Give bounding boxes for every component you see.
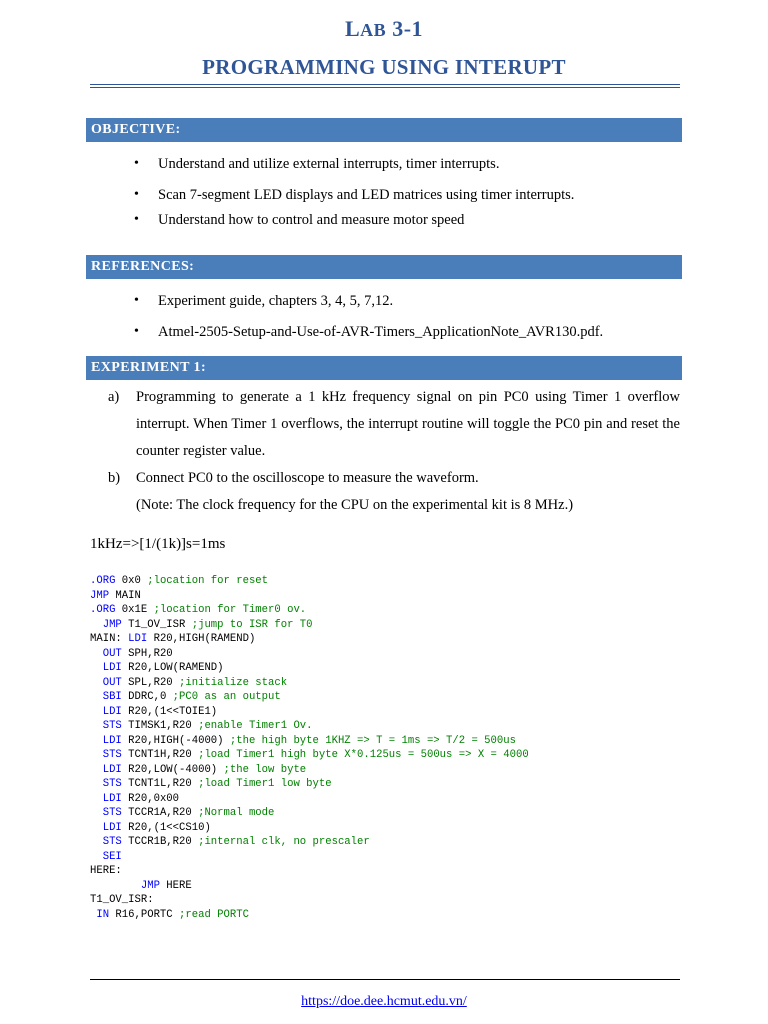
experiment1-list <box>108 384 680 519</box>
code-label <box>90 836 103 848</box>
references-list <box>134 293 603 341</box>
code-line <box>90 864 529 879</box>
code-line <box>90 574 529 589</box>
code-label <box>90 735 103 747</box>
frequency-calculation: 1kHz=>[1/(1k)]s=1ms <box>90 536 226 552</box>
experiment1-item <box>108 384 680 465</box>
experiment1-item-marker: b) <box>108 470 121 486</box>
lab-title-smallcaps: AB <box>360 20 387 40</box>
code-line <box>90 705 529 720</box>
code-line <box>90 763 529 778</box>
code-line <box>90 647 529 662</box>
code-keyword: LDI <box>102 821 122 834</box>
code-line <box>90 806 529 821</box>
objective-item: • Understand and utilize external interrupts, timer interrupts. <box>134 156 574 173</box>
code-keyword: LDI <box>102 662 122 674</box>
references-item: • Atmel-2505-Setup-and-Use-of-AVR-Timers_ApplicationNote_AVR130.pdf. <box>134 324 603 341</box>
lab-title-initial: L <box>344 16 361 41</box>
code-label <box>90 662 103 674</box>
code-label <box>90 778 103 790</box>
code-comment: ;internal clk, no prescaler <box>198 836 370 848</box>
code-operands: 0x0 <box>115 575 148 587</box>
code-keyword: IN <box>96 908 110 921</box>
experiment1-note: (Note: The clock frequency for the CPU on the experimental kit is 8 MHz.) <box>136 497 574 513</box>
lab-title-number: 3-1 <box>386 16 424 41</box>
code-keyword: JMP <box>140 879 160 892</box>
objective-heading: OBJECTIVE: <box>86 118 682 142</box>
code-keyword: .ORG <box>90 604 116 616</box>
code-comment: ;location for reset <box>147 575 269 587</box>
code-keyword: STS <box>102 836 122 848</box>
code-line <box>90 676 529 691</box>
experiment1-item <box>108 465 680 492</box>
code-operands: R20,HIGH(-4000) <box>121 734 230 747</box>
code-keyword: STS <box>102 749 122 761</box>
code-comment: ;the high byte 1KHZ => T = 1ms => T/2 = 500us <box>229 734 516 747</box>
code-line <box>90 734 529 749</box>
code-label <box>90 851 103 863</box>
code-line <box>90 777 529 792</box>
code-comment: ;read PORTC <box>179 908 249 921</box>
code-line <box>90 835 529 850</box>
code-label <box>90 720 103 732</box>
code-operands: T1_OV_ISR <box>121 618 192 631</box>
code-comment: ;PC0 as an output <box>172 691 281 703</box>
code-operands: DDRC,0 <box>121 691 173 703</box>
experiment1-item-text: Programming to generate a 1 kHz frequency signal on pin PC0 using Timer 1 overflow interrupt. When Timer 1 overflows, the interrupt routine will toggle the PC0 pin and reset the counter register value. <box>136 389 680 459</box>
code-line <box>90 748 529 763</box>
code-keyword: SEI <box>102 850 122 863</box>
code-operands: SPL,R20 <box>121 676 180 689</box>
code-keyword: JMP <box>102 618 122 631</box>
code-operands: R16,PORTC <box>109 908 180 921</box>
code-keyword: JMP <box>90 589 110 602</box>
code-operands: R20,LOW(-4000) <box>121 763 224 776</box>
code-operands: TIMSK1,R20 <box>121 720 199 732</box>
code-comment: ;initialize stack <box>179 676 288 689</box>
code-operands: TCNT1H,R20 <box>121 749 199 761</box>
code-line <box>90 908 529 923</box>
code-label <box>90 764 103 776</box>
references-heading: REFERENCES: <box>86 255 682 279</box>
code-line <box>90 893 529 908</box>
code-label: MAIN: <box>90 633 129 645</box>
lab-title <box>0 16 768 42</box>
title-underline-second <box>90 87 680 88</box>
code-operands: TCCR1B,R20 <box>121 836 199 848</box>
code-label <box>90 749 103 761</box>
code-label: T1_OV_ISR: <box>90 894 154 906</box>
code-line <box>90 719 529 734</box>
code-operands: 0x1E <box>115 604 154 616</box>
code-operands: MAIN <box>109 589 141 602</box>
experiment1-heading: EXPERIMENT 1: <box>86 356 682 380</box>
assembly-code-block <box>90 574 529 922</box>
code-label <box>90 706 103 718</box>
code-label <box>90 822 103 834</box>
code-keyword: .ORG <box>90 575 116 587</box>
code-operands: R20,(1<<CS10) <box>121 821 211 834</box>
code-line <box>90 792 529 807</box>
code-comment: ;load Timer1 high byte X*0.125us = 500us => X = 4000 <box>198 749 529 761</box>
code-label <box>90 677 103 689</box>
code-label <box>90 648 103 660</box>
code-comment: ;location for Timer0 ov. <box>153 604 307 616</box>
code-line <box>90 661 529 676</box>
code-comment: ;jump to ISR for T0 <box>191 618 313 631</box>
code-line <box>90 879 529 894</box>
code-keyword: LDI <box>102 792 122 805</box>
code-keyword: LDI <box>102 763 122 776</box>
code-keyword: OUT <box>102 647 122 660</box>
code-keyword: SBI <box>102 691 122 703</box>
code-line <box>90 821 529 836</box>
code-line <box>90 603 529 618</box>
code-operands: R20,0x00 <box>121 792 180 805</box>
code-operands: R20,(1<<TOIE1) <box>121 705 218 718</box>
objective-item: • Scan 7-segment LED displays and LED matrices using timer interrupts. <box>134 187 574 204</box>
main-title: PROGRAMMING USING INTERUPT <box>202 55 566 79</box>
code-line <box>90 589 529 604</box>
code-comment: ;enable Timer1 Ov. <box>198 720 313 732</box>
title-underline <box>90 84 680 85</box>
code-operands: R20,LOW(RAMEND) <box>121 662 224 674</box>
code-operands: HERE <box>159 879 192 892</box>
code-operands: SPH,R20 <box>121 647 173 660</box>
code-label <box>90 691 103 703</box>
code-line <box>90 618 529 633</box>
code-comment: ;the low byte <box>223 763 307 776</box>
code-keyword: STS <box>102 720 122 732</box>
code-comment: ;load Timer1 low byte <box>198 778 332 790</box>
code-comment: ;Normal mode <box>198 807 275 819</box>
code-keyword: LDI <box>102 734 122 747</box>
experiment1-item-marker: a) <box>108 389 120 405</box>
objective-item: • Understand how to control and measure motor speed <box>134 212 574 229</box>
code-label: HERE: <box>90 865 122 877</box>
references-item: • Experiment guide, chapters 3, 4, 5, 7,12. <box>134 293 603 310</box>
code-operands: TCNT1L,R20 <box>121 778 199 790</box>
footer-website-link[interactable]: https://doe.dee.hcmut.edu.vn/ <box>301 994 467 1009</box>
footer-rule <box>90 979 680 980</box>
objective-list <box>134 156 574 229</box>
code-keyword: LDI <box>102 705 122 718</box>
code-operands: R20,HIGH(RAMEND) <box>147 633 256 645</box>
code-label <box>90 619 103 631</box>
code-line <box>90 632 529 647</box>
code-line <box>90 690 529 705</box>
code-keyword: OUT <box>102 676 122 689</box>
code-keyword: LDI <box>128 633 148 645</box>
code-keyword: STS <box>102 807 122 819</box>
code-operands: TCCR1A,R20 <box>121 807 199 819</box>
experiment1-item-text: Connect PC0 to the oscilloscope to measure the waveform. <box>136 470 479 486</box>
code-keyword: STS <box>102 778 122 790</box>
code-label <box>90 807 103 819</box>
code-line <box>90 850 529 865</box>
code-label <box>90 793 103 805</box>
code-label <box>90 880 141 892</box>
